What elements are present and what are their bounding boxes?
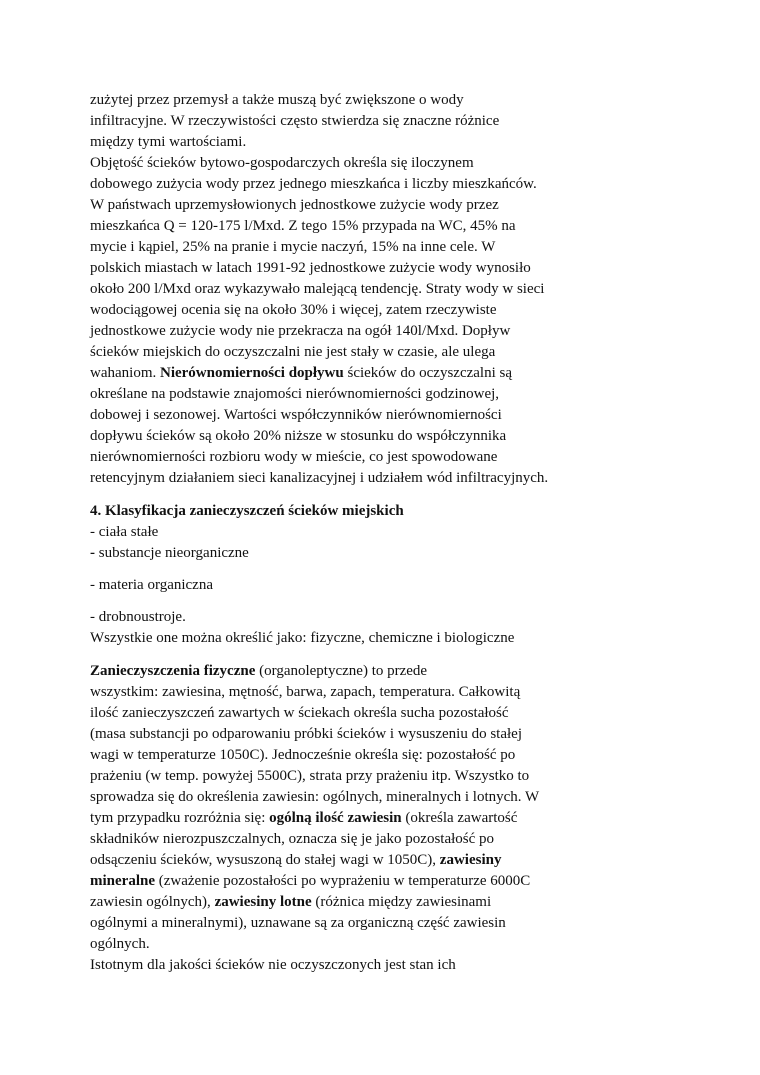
list-item: - ciała stałe	[90, 524, 159, 540]
text-line: mieszkańca Q = 120-175 l/Mxd. Z tego 15% przypada na WC, 45% na	[90, 218, 516, 234]
list-item: - drobnoustroje.	[90, 609, 186, 625]
text-line: sprowadza się do określenia zawiesin: ogólnych, mineralnych i lotnych. W	[90, 789, 540, 805]
bold-term: zawiesiny	[439, 852, 502, 868]
text-line: składników nierozpuszczalnych, oznacza się je jako pozostałość po	[90, 831, 495, 847]
text-line	[90, 363, 690, 384]
list-item: - substancje nieorganiczne	[90, 545, 249, 561]
section-heading: 4. Klasyfikacja zanieczyszczeń ścieków miejskich	[90, 503, 404, 519]
text-line: Objętość ścieków bytowo-gospodarczych określa się iloczynem	[90, 155, 474, 171]
text-line: między tymi wartościami.	[90, 134, 247, 150]
text-line: mineralne (zważenie pozostałości po wyprażeniu w temperaturze 6000C	[90, 873, 531, 889]
text-line: polskich miastach w latach 1991-92 jednostkowe zużycie wody wynosiło	[90, 260, 531, 276]
text-line: około 200 l/Mxd oraz wykazywało malejącą tendencję. Straty wody w sieci	[90, 281, 545, 297]
text-line: (masa substancji po odparowaniu próbki ścieków i wysuszeniu do stałej	[90, 726, 522, 742]
text-line: zawiesin ogólnych), zawiesiny lotne (różnica między zawiesinami	[90, 894, 492, 910]
text-line: ogólnymi a mineralnymi), uznawane są za organiczną część zawiesin	[90, 915, 506, 931]
text-line: infiltracyjne. W rzeczywistości często stwierdza się znaczne różnice	[90, 113, 500, 129]
text-line: ilość zanieczyszczeń zawartych w ściekach określa sucha pozostałość	[90, 705, 509, 721]
paragraph-gap	[90, 489, 690, 501]
list-item: - materia organiczna	[90, 577, 213, 593]
bold-term: mineralne	[90, 873, 155, 889]
summary-line: Wszystkie one można określić jako: fizyczne, chemiczne i biologiczne	[90, 630, 515, 646]
text-line: dopływu ścieków są około 20% niższe w stosunku do współczynnika	[90, 428, 507, 444]
text-line: Zanieczyszczenia fizyczne (organoleptyczne) to przede	[90, 663, 428, 679]
bold-term: zawiesiny lotne	[214, 894, 312, 910]
list-gap	[90, 596, 690, 607]
text-line: ścieków miejskich do oczyszczalni nie jest stały w czasie, ale ulega	[90, 344, 496, 360]
paragraph-gap	[90, 649, 690, 661]
text-line: ogólnych.	[90, 936, 150, 952]
text-line: zużytej przez przemysł a także muszą być zwiększone o wody	[90, 92, 464, 108]
text-line: W państwach uprzemysłowionych jednostkowe zużycie wody przez	[90, 197, 499, 213]
text-line: jednostkowe zużycie wody nie przekracza na ogół 140l/Mxd. Dopływ	[90, 323, 511, 339]
bold-term: Zanieczyszczenia fizyczne	[90, 663, 256, 679]
bold-term: Nierównomierności dopływu	[159, 365, 344, 381]
text-line: wszystkim: zawiesina, mętność, barwa, zapach, temperatura. Całkowitą	[90, 684, 521, 700]
bold-term: ogólną ilość zawiesin	[269, 810, 402, 826]
text-line: wodociągowej ocenia się na około 30% i więcej, zatem rzeczywiste	[90, 302, 497, 318]
document-text	[90, 90, 690, 976]
list-gap	[90, 564, 690, 575]
text-line: określane na podstawie znajomości nierównomierności godzinowej,	[90, 386, 500, 402]
text-line: odsączeniu ścieków, wysuszoną do stałej wagi w 1050C), zawiesiny	[90, 852, 502, 868]
text-line: dobowego zużycia wody przez jednego mieszkańca i liczby mieszkańców.	[90, 176, 537, 192]
text-line: mycie i kąpiel, 25% na pranie i mycie naczyń, 15% na inne cele. W	[90, 239, 496, 255]
text-line: tym przypadku rozróżnia się: ogólną ilość zawiesin (określa zawartość	[90, 810, 518, 826]
text-run: wahaniom.	[90, 365, 160, 381]
text-run: ścieków do oczyszczalni są	[343, 365, 513, 381]
text-line: retencyjnym działaniem sieci kanalizacyjnej i udziałem wód infiltracyjnych.	[90, 470, 549, 486]
text-line: Istotnym dla jakości ścieków nie oczyszczonych jest stan ich	[90, 957, 456, 973]
text-line: nierównomierności rozbioru wody w mieście, co jest spowodowane	[90, 449, 498, 465]
text-line: dobowej i sezonowej. Wartości współczynników nierównomierności	[90, 407, 502, 423]
text-line: prażeniu (w temp. powyżej 5500C), strata przy prażeniu itp. Wszystko to	[90, 768, 530, 784]
text-line: wagi w temperaturze 1050C). Jednocześnie określa się: pozostałość po	[90, 747, 516, 763]
